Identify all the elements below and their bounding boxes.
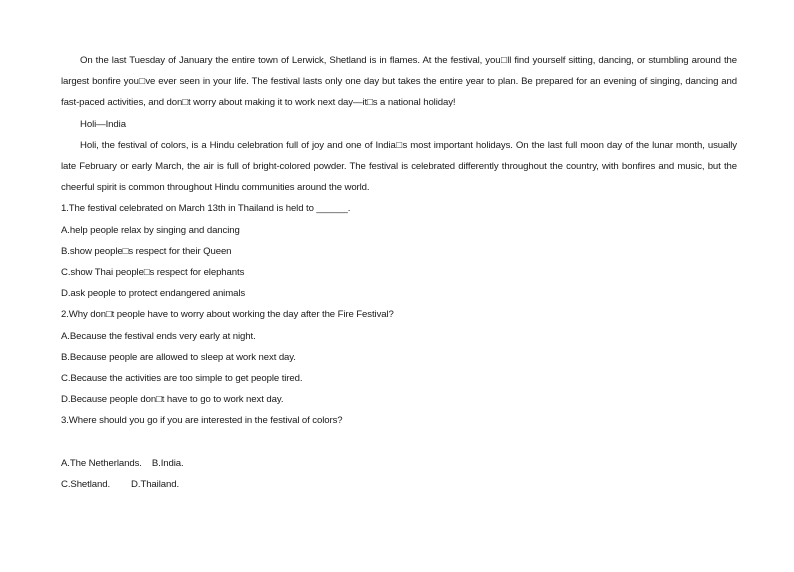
question-3-option-a: A.The Netherlands. <box>61 457 142 469</box>
question-3 <box>61 410 737 495</box>
question-2-stem: 2.Why don□t people have to worry about working the day after the Fire Festival? <box>61 309 394 321</box>
question-3-options-row-1 <box>61 453 737 474</box>
question-2-option-d: D.Because people don□t have to go to work next day. <box>61 394 284 406</box>
question-3-options-row-2 <box>61 474 737 495</box>
question-1-stem: 1.The festival celebrated on March 13th in Thailand is held to ______. <box>61 203 351 215</box>
question-3-stem: 3.Where should you go if you are interested in the festival of colors? <box>61 415 343 427</box>
question-2 <box>61 304 737 410</box>
question-2-option-a: A.Because the festival ends very early at night. <box>61 330 256 342</box>
question-2-option-c: C.Because the activities are too simple to get people tired. <box>61 373 303 385</box>
question-3-option-d: D.Thailand. <box>131 479 180 491</box>
section-heading-holi: Holi—India <box>80 118 126 130</box>
question-1-option-a: A.help people relax by singing and dancing <box>61 224 240 236</box>
blank-line <box>61 432 737 453</box>
question-2-option-b: B.Because people are allowed to sleep at work next day. <box>61 351 296 363</box>
question-1-option-d: D.ask people to protect endangered animals <box>61 288 246 300</box>
question-1-option-c: C.show Thai people□s respect for elephants <box>61 267 245 279</box>
question-1 <box>61 198 737 304</box>
document-page <box>61 50 737 495</box>
question-3-option-b: B.India. <box>151 457 184 469</box>
question-1-option-b: B.show people□s respect for their Queen <box>61 245 232 257</box>
question-3-option-c: C.Shetland. <box>61 479 111 491</box>
passage-paragraph-holi: Holi, the festival of colors, is a Hindu celebration full of joy and one of India□s most important holidays. On the last full moon day of the lunar month, usually late February or early March, the air is full of bright-colored powder. The festival is celebrated differently throughout the country, with bonfires and music, but the cheerful spirit is common throughout Hindu communities around the world. <box>61 139 737 194</box>
passage-paragraph-fire-festival: On the last Tuesday of January the entire town of Lerwick, Shetland is in flames. At the festival, you□ll find yourself sitting, dancing, or stumbling around the largest bonfire you□ve ever seen in your life. The festival lasts only one day but takes the entire year to plan. Be prepared for an evening of singing, dancing and fast-paced activities, and don□t worry about making it to work next day—it□s a national holiday! <box>61 55 737 109</box>
